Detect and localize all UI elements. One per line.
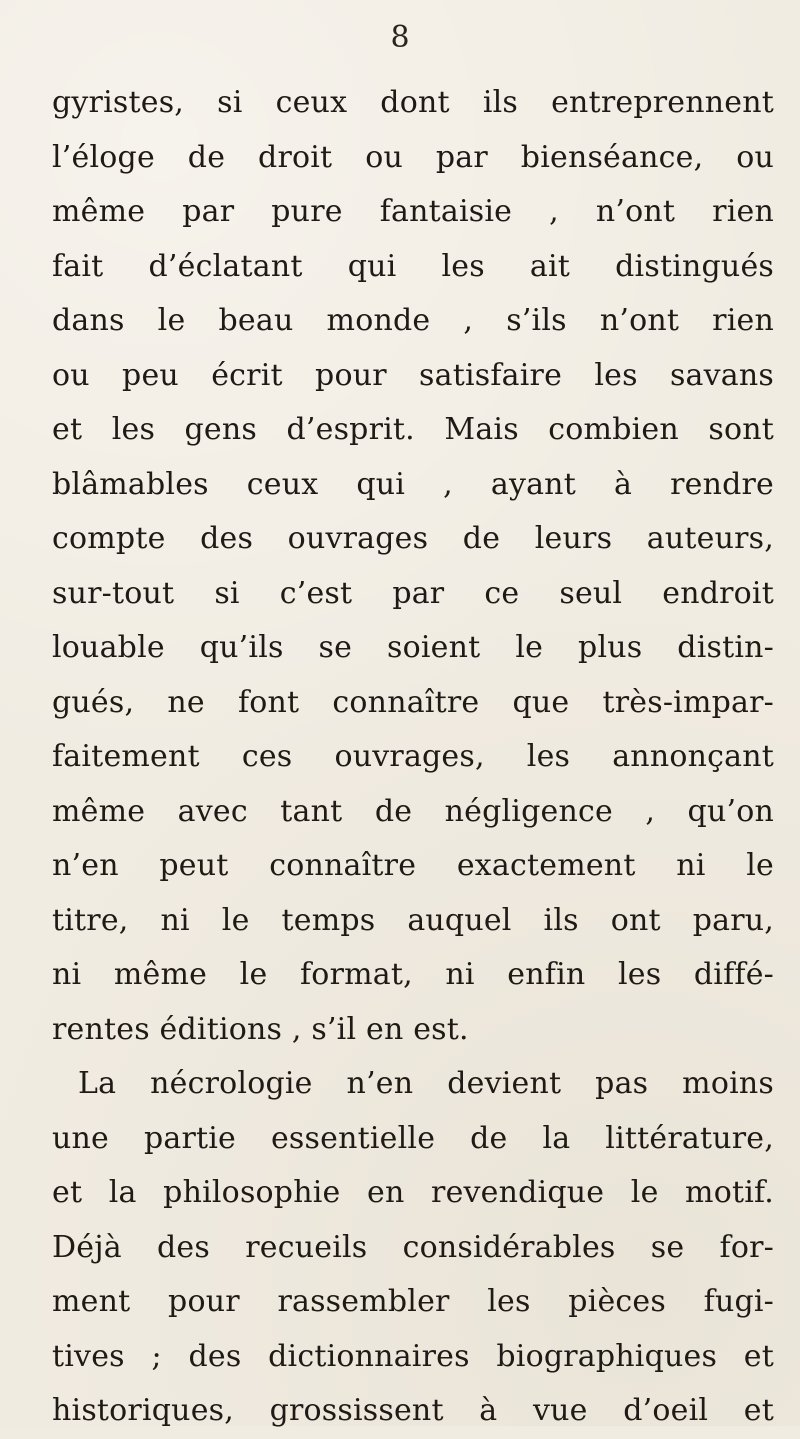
text-line: compte des ouvrages de leurs auteurs, [52, 521, 774, 556]
text-line: faitement ces ouvrages, les annonçant [52, 739, 774, 774]
text-line: gyristes, si ceux dont ils entreprennent [52, 85, 774, 120]
text-line: louable qu’ils se soient le plus distin- [52, 630, 774, 665]
text-line: et les gens d’esprit. Mais combien sont [52, 412, 774, 447]
page-number: 8 [390, 20, 410, 55]
text-line: une partie essentielle de la littérature, [52, 1120, 774, 1156]
text-line: même avec tant de négligence , qu’on [52, 793, 774, 829]
text-line: sur-tout si c’est par ce seul endroit [52, 575, 774, 611]
paragraph-start-line: La nécrologie n’en devient pas moins [78, 1066, 774, 1101]
body-text [52, 76, 774, 1439]
text-line: Déjà des recueils considérables se for- [52, 1229, 774, 1265]
text-line: ni même le format, ni enfin les diffé- [52, 957, 774, 992]
text-line: l’éloge de droit ou par bienséance, ou [52, 139, 774, 175]
text-line: tives ; des dictionnaires biographiques et [52, 1338, 774, 1374]
text-line: titre, ni le temps auquel ils ont paru, [52, 902, 774, 938]
text-line: même par pure fantaisie , n’ont rien [52, 194, 774, 229]
text-line: blâmables ceux qui , ayant à rendre [52, 466, 774, 502]
text-line: n’en peut connaître exactement ni le [52, 848, 774, 883]
text-line: ment pour rassembler les pièces fugi- [52, 1284, 774, 1319]
text-line: gués, ne font connaître que très-impar- [52, 684, 774, 720]
paragraph-end-line: rentes éditions , s’il en est. [52, 1011, 469, 1047]
text-line: et la philosophie en revendique le motif. [52, 1175, 774, 1210]
text-line: ou peu écrit pour satisfaire les savans [52, 357, 774, 393]
text-line: fait d’éclatant qui les ait distingués [52, 248, 774, 284]
text-line: historiques, grossissent à vue d’oeil et [52, 1393, 774, 1428]
text-line: dans le beau monde , s’ils n’ont rien [52, 303, 774, 338]
